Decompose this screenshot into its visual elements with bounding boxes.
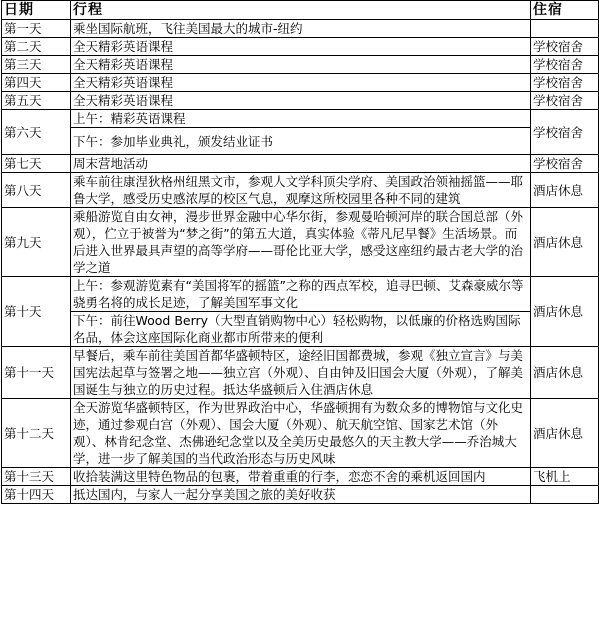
itinerary-cell: 乘车前往康涅狄格州纽黑文市，参观人文学科顶尖学府、美国政治领袖摇篮——耶鲁大学，感受历史感浓厚的校区气息，观摩这所校园里各种不同的建筑: [71, 173, 531, 208]
itinerary-cell: 早餐后，乘车前往美国首都华盛顿特区，途经旧国都费城，参观《独立宣言》与美国宪法起草与签署之地——独立宫（外观）、自由钟及旧国会大厦（外观），了解美国诞生与独立的历史过程。抵达华盛顿后入住酒店休息: [71, 347, 531, 399]
table-row: [2, 486, 599, 504]
accommodation-cell: 学校宿舍: [531, 110, 599, 155]
itinerary-pm-cell: 下午：参加毕业典礼，颁发结业证书: [71, 128, 531, 155]
day-cell: 第六天: [2, 110, 71, 155]
accommodation-cell: 酒店休息: [531, 208, 599, 277]
accommodation-cell: 学校宿舍: [531, 74, 599, 92]
table-row: [2, 110, 599, 128]
itinerary-cell: 收拾装满这里特色物品的包裹，带着重重的行李，恋恋不舍的乘机返回国内: [71, 468, 531, 486]
day-cell: 第三天: [2, 56, 71, 74]
accommodation-cell: 学校宿舍: [531, 92, 599, 110]
day-cell: 第十四天: [2, 486, 71, 504]
itinerary-pm-cell: 下午：前往Wood Berry（大型直销购物中心）轻松购物，以低廉的价格选购国际名品，体会这座国际化商业都市所带来的便利: [71, 312, 531, 347]
itinerary-am-cell: 上午：参观游览素有“美国将军的摇篮”之称的西点军校，追寻巴顿、艾森豪威尔等骁勇名将的成长足迹，了解美国军事文化: [71, 277, 531, 312]
table-row: [2, 56, 599, 74]
table-row: [2, 208, 599, 277]
table-row: [2, 468, 599, 486]
table-row: [2, 92, 599, 110]
accommodation-cell: [531, 20, 599, 38]
accommodation-cell: 酒店休息: [531, 399, 599, 468]
table-row: [2, 128, 599, 155]
header-row: [2, 1, 599, 20]
itinerary-cell: 全天游览华盛顿特区，作为世界政治中心，华盛顿拥有为数众多的博物馆与文化史迹，通过参观白宫（外观）、国会大厦（外观）、航天航空馆、国家艺术馆（外观）、林肯纪念堂、杰佛逊纪念堂以及全美历史最悠久的天主教大学——乔治城大学，进一步了解美国的当代政治形态与历史风味: [71, 399, 531, 468]
accommodation-cell: [531, 486, 599, 504]
header-date: 日期: [2, 1, 71, 20]
header-accommodation: 住宿: [531, 1, 599, 20]
day-cell: 第十三天: [2, 468, 71, 486]
table-row: [2, 74, 599, 92]
itinerary-cell: 全天精彩英语课程: [71, 38, 531, 56]
table-row: [2, 347, 599, 399]
day-cell: 第四天: [2, 74, 71, 92]
accommodation-cell: 学校宿舍: [531, 56, 599, 74]
day-cell: 第十二天: [2, 399, 71, 468]
table-row: [2, 155, 599, 173]
itinerary-cell: 乘船游览自由女神，漫步世界金融中心华尔街，参观曼哈顿河岸的联合国总部（外观），伫立于被誉为“梦之街”的第五大道，真实体验《蒂凡尼早餐》生活场景。而后进入世界最具声望的高等学府——哥伦比亚大学，感受这座纽约最古老大学的治学之道: [71, 208, 531, 277]
itinerary-cell: 全天精彩英语课程: [71, 56, 531, 74]
accommodation-cell: 飞机上: [531, 468, 599, 486]
day-cell: 第二天: [2, 38, 71, 56]
table-row: [2, 38, 599, 56]
itinerary-am-cell: 上午：精彩英语课程: [71, 110, 531, 128]
itinerary-cell: 乘坐国际航班，飞往美国最大的城市-纽约: [71, 20, 531, 38]
table-row: [2, 277, 599, 312]
itinerary-cell: 全天精彩英语课程: [71, 92, 531, 110]
table-row: [2, 399, 599, 468]
header-itinerary: 行程: [71, 1, 531, 20]
accommodation-cell: 酒店休息: [531, 277, 599, 347]
accommodation-cell: 酒店休息: [531, 173, 599, 208]
day-cell: 第十天: [2, 277, 71, 347]
day-cell: 第八天: [2, 173, 71, 208]
itinerary-table: [1, 0, 599, 504]
day-cell: 第九天: [2, 208, 71, 277]
table-row: [2, 173, 599, 208]
day-cell: 第五天: [2, 92, 71, 110]
itinerary-cell: 全天精彩英语课程: [71, 74, 531, 92]
day-cell: 第十一天: [2, 347, 71, 399]
accommodation-cell: 酒店休息: [531, 347, 599, 399]
day-cell: 第七天: [2, 155, 71, 173]
table-row: [2, 312, 599, 347]
itinerary-cell: 周末营地活动: [71, 155, 531, 173]
accommodation-cell: 学校宿舍: [531, 155, 599, 173]
day-cell: 第一天: [2, 20, 71, 38]
table-row: [2, 20, 599, 38]
accommodation-cell: 学校宿舍: [531, 38, 599, 56]
itinerary-cell: 抵达国内，与家人一起分享美国之旅的美好收获: [71, 486, 531, 504]
